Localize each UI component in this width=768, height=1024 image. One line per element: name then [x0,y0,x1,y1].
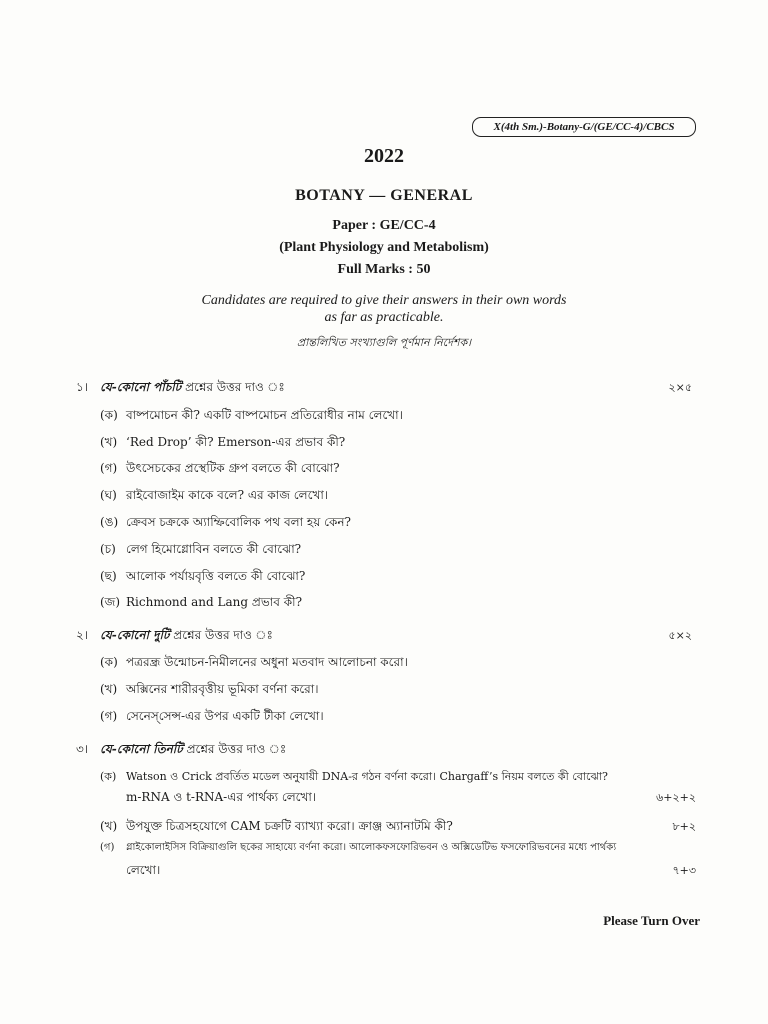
q1-marks: ২×৫ [668,381,692,394]
q3-item-marks: ৭+৩ [672,864,696,877]
q3-heading-em: যে-কোনো তিনটি [100,742,183,756]
q1-item [100,541,301,561]
q3-item-marks: ৮+২ [672,820,696,833]
q3-item-label: (গ) [100,842,115,853]
q1-item-label: (গ) [100,461,118,475]
q1-heading [100,379,285,399]
q3-item-label: (ক) [100,770,117,783]
q1-item-text: উৎসেচকের প্রস্থেটিক গ্রুপ বলতে কী বোঝো? [126,461,340,475]
q1-number: ১। [76,380,89,394]
instruction-line-1: Candidates are required to give their answers in their own words [201,293,567,308]
q2-item-label: (খ) [100,682,118,696]
q1-item [100,568,305,588]
q3-item-marks: ৬+২+২ [656,791,696,804]
q1-item [100,460,340,480]
q1-item [100,514,351,534]
paper-title: (Plant Physiology and Metabolism) [279,240,489,255]
instruction [0,292,768,326]
paper-code: X(4th Sm.)-Botany-G/(GE/CC-4)/CBCS [472,117,696,137]
subject-title: BOTANY — GENERAL [295,187,473,204]
q1-item-label: (খ) [100,435,118,449]
q1-heading-em: যে-কোনো পাঁচটি [100,380,182,394]
q2-item-label: (গ) [100,709,118,723]
exam-year: 2022 [364,145,404,167]
q1-item [100,487,328,507]
q1-item-text: আলোক পর্যায়বৃত্তি বলতে কী বোঝো? [126,569,306,583]
q1-item-text: ক্রেবস চক্রকে অ্যাম্ফিবোলিক পথ বলা হয় কেন? [126,515,351,529]
q3-number: ৩। [76,742,89,756]
q3-heading-rest: প্রশ্নের উত্তর দাও ঃ [186,742,287,756]
instruction-line-2: as far as practicable. [324,310,444,325]
q2-heading-rest: প্রশ্নের উত্তর দাও ঃ [173,628,273,642]
q2-item [100,681,319,701]
full-marks: Full Marks : 50 [337,262,431,277]
q1-heading-rest: প্রশ্নের উত্তর দাও ঃ [185,380,285,394]
q3-item [100,840,616,857]
q1-item-text: বাষ্পমোচন কী? একটি বাষ্পমোচন প্রতিরোধীর নাম লেখো। [126,408,403,422]
q1-item-label: (ঘ) [100,488,117,502]
q1-item [100,407,403,427]
instruction-bengali: প্রান্তলিখিত সংখ্যাগুলি পূর্ণমান নির্দেশক। [296,336,472,349]
q3-item-continued: লেখো। [126,863,161,877]
q2-item-text: পত্ররন্ধ্র উন্মোচন-নিমীলনের অধুনা মতবাদ আলোচনা করো। [126,655,408,669]
q1-item-text: লেগ হিমোগ্লোবিন বলতে কী বোঝো? [126,542,302,556]
paper-code-line: Paper : GE/CC-4 [332,218,436,233]
q3-item-text: উপযুক্ত চিত্রসহযোগে CAM চক্রটি ব্যাখ্যা করো। ক্রাঞ্জ অ্যানাটমি কী? [126,819,453,833]
q1-item-text: Richmond and Lang প্রভাব কী? [126,595,303,609]
q1-item-label: (চ) [100,542,116,556]
q1-item-label: (ঙ) [100,515,119,529]
q3-item-label: (খ) [100,819,118,833]
q3-item-continued: m-RNA ও t-RNA-এর পার্থক্য লেখো। [126,790,317,804]
q2-heading [100,627,273,647]
q2-heading-em: যে-কোনো দুটি [100,628,170,642]
q3-item [100,818,453,838]
q1-item [100,594,302,614]
q1-item-label: (ছ) [100,569,117,583]
q2-number: ২। [76,628,89,642]
q2-item-label: (ক) [100,655,118,669]
q2-item [100,708,324,728]
q1-item-label: (ক) [100,408,118,422]
q1-item-text: ‘Red Drop’ কী? Emerson-এর প্রভাব কী? [126,435,346,449]
q2-item [100,654,408,674]
q1-item-text: রাইবোজাইম কাকে বলে? এর কাজ লেখো। [126,488,329,502]
q2-item-text: অক্সিনের শারীরবৃত্তীয় ভূমিকা বর্ণনা করো। [126,682,319,696]
q3-item [100,768,608,787]
q1-item [100,434,345,454]
please-turn-over: Please Turn Over [603,913,700,928]
q3-heading [100,741,286,761]
q3-item-text: Watson ও Crick প্রবর্তিত মডেল অনুযায়ী DNA-র গঠন বর্ণনা করো। Chargaff’s নিয়ম বলতে কী বোঝো? [126,770,608,783]
q3-item-text: গ্লাইকোলাইসিস বিক্রিয়াগুলি ছকের সাহায্যে বর্ণনা করো। আলোকফসফোরিভবন ও অক্সিডেটিভ ফসফোরিভবনের মধ্যে পার্থক্য [126,842,617,853]
q2-marks: ৫×২ [668,629,692,642]
q2-item-text: সেনেস্‌সেন্স-এর উপর একটি টীকা লেখো। [126,709,324,723]
q1-item-label: (জ) [100,595,121,609]
